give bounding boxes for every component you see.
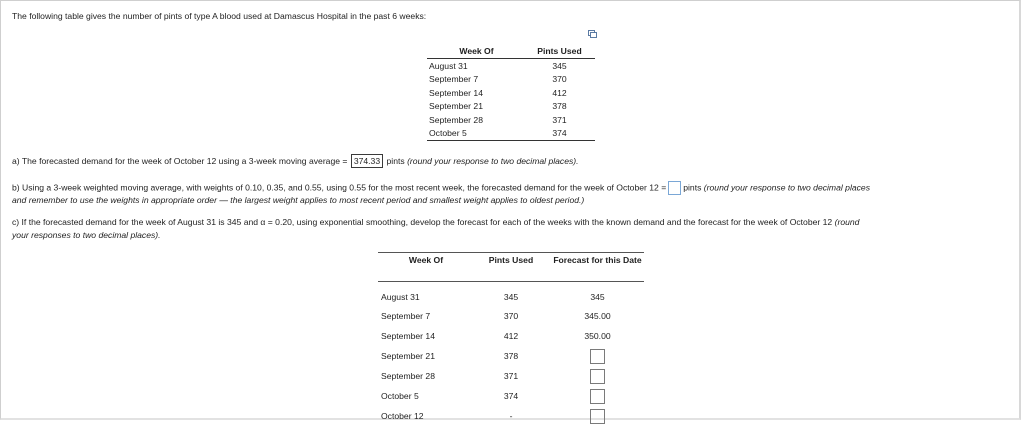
table-row: [378, 406, 644, 426]
table-row: [378, 326, 644, 346]
pints-cell: 378: [552, 101, 567, 112]
forecast-cell: 345.00: [584, 311, 611, 321]
table-row: [378, 346, 644, 366]
week-cell: October 5: [427, 127, 524, 141]
forecast-table: [378, 252, 644, 426]
week-cell: September 28: [429, 114, 483, 125]
intro-text: The following table gives the number of pints of type A blood used at Damascus Hospital in the past 6 weeks:: [12, 11, 427, 21]
table-row: [427, 100, 595, 114]
pints-cell: 378: [503, 351, 519, 361]
pints-cell: 345: [503, 292, 519, 302]
table-row: [378, 386, 644, 406]
forecast-input[interactable]: [590, 409, 605, 424]
week-cell: September 14: [381, 331, 435, 341]
table-row: [427, 59, 595, 73]
question-a-prefix: a) The forecasted demand for the week of October 12 using a 3-week moving average =: [12, 156, 348, 166]
pints-cell: 371: [552, 114, 567, 125]
week-cell: August 31: [429, 60, 468, 71]
week-cell: October 12: [381, 411, 424, 421]
table-row: [378, 282, 644, 307]
header-forecast: Forecast for this Date: [551, 253, 644, 282]
question-a-suffix: pints: [386, 156, 405, 166]
week-cell: September 7: [381, 311, 431, 321]
week-cell: September 14: [429, 87, 483, 98]
pints-cell: 370: [503, 311, 519, 321]
week-cell: August 31: [381, 292, 420, 302]
forecast-input[interactable]: [590, 349, 605, 364]
pints-cell: 371: [503, 371, 519, 381]
forecast-cell: 350.00: [584, 331, 611, 341]
question-b-prefix: b) Using a 3-week weighted moving average, with weights of 0.10, 0.35, and 0.55, using 0.55 for the most recent week, the forecasted demand for the week of October 12 =: [12, 182, 667, 193]
answer-a-box[interactable]: 374.33: [351, 154, 383, 168]
week-cell: September 21: [429, 101, 483, 112]
week-cell: September 21: [381, 351, 435, 361]
pints-cell: 412: [552, 87, 567, 98]
pints-cell: 345: [552, 60, 567, 71]
pints-cell: 374: [503, 391, 519, 401]
header-pints-used: Pints Used: [471, 253, 551, 282]
question-a: [12, 154, 579, 168]
pints-cell: 370: [552, 74, 567, 85]
table-row: [378, 366, 644, 386]
question-c-line1: [12, 217, 859, 227]
question-b-line2: and remember to use the weights in appropriate order — the largest weight applies to most recent period and smallest weight applies to oldest period.): [12, 195, 585, 205]
question-b-suffix: pints: [683, 182, 702, 193]
table-row: [427, 113, 595, 127]
question-c-text: c) If the forecasted demand for the week of August 31 is 345 and α = 0.20, using exponential smoothing, develop the forecast for each of the weeks with the known demand and the forecast for the week of October 12: [12, 217, 833, 227]
table-row: [427, 73, 595, 87]
header-week-of: Week Of: [378, 253, 471, 282]
header-week-of: Week Of: [427, 44, 524, 59]
blood-usage-table: [427, 44, 595, 141]
question-b-line1: [12, 181, 870, 195]
forecast-input[interactable]: [590, 369, 605, 384]
question-b-note: (round your response to two decimal places: [703, 182, 871, 193]
week-cell: October 5: [381, 391, 419, 401]
question-c-line2: your responses to two decimal places).: [12, 230, 161, 240]
question-c-note: (round: [834, 217, 860, 227]
week-cell: September 7: [429, 74, 479, 85]
header-pints-used: Pints Used: [524, 44, 595, 59]
copy-icon[interactable]: [588, 30, 597, 38]
week-cell: September 28: [381, 371, 435, 381]
table-row: [427, 86, 595, 100]
pints-cell: 412: [503, 331, 519, 341]
forecast-input[interactable]: [590, 389, 605, 404]
table-row: [427, 127, 595, 141]
table-row: [378, 306, 644, 326]
pints-cell: -: [509, 411, 513, 421]
pints-cell: 374: [524, 127, 595, 141]
forecast-cell: 345: [590, 292, 605, 302]
answer-b-input[interactable]: [668, 181, 681, 195]
question-a-note: (round your response to two decimal places).: [407, 156, 579, 166]
